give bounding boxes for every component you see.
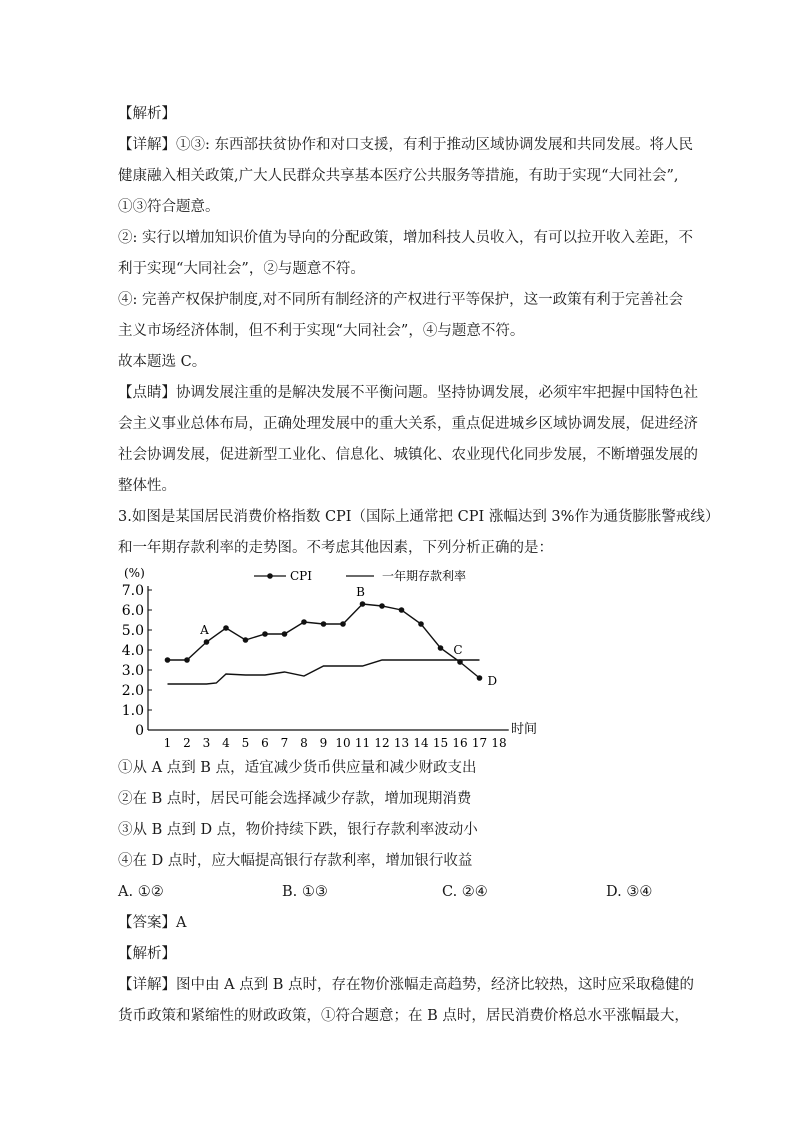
x-tick-label: 4	[222, 736, 230, 750]
statement-1: ①从 A 点到 B 点，适宜减少货币供应量和减少财政支出	[118, 760, 477, 776]
cpi-data-point	[184, 657, 190, 663]
text-line: 【点睛】协调发展注重的是解决发展不平衡问题。坚持协调发展，必须牢牢把握中国特色社	[118, 385, 698, 401]
x-tick-label: 13	[393, 736, 410, 750]
text-line: ②: 实行以增加知识价值为导向的分配政策，增加科技人员收入，有可以拉开收入差距，不	[118, 230, 693, 246]
y-tick-label: 2.0	[121, 683, 144, 699]
option-a: A. ①②	[118, 884, 164, 900]
text-line: 主义市场经济体制，但不利于实现“大同社会”，④与题意不符。	[118, 323, 525, 339]
cpi-data-point	[438, 645, 444, 651]
text-line: 【详解】①③: 东西部扶贫协作和对口支援，有利于推动区域协调发展和共同发展。将人民	[118, 137, 693, 153]
cpi-data-point	[223, 625, 229, 631]
x-tick-label: 14	[413, 736, 429, 750]
statement-3: ③从 B 点到 D 点，物价持续下跌，银行存款利率波动小	[118, 822, 478, 838]
y-tick-label: 7.0	[121, 583, 144, 599]
x-tick-label: 2	[183, 736, 191, 750]
cpi-data-point	[379, 603, 385, 609]
cpi-data-point	[360, 601, 366, 607]
cpi-data-point	[418, 621, 424, 627]
cpi-data-point	[301, 619, 307, 625]
cpi-data-point	[340, 621, 346, 627]
option-c: C. ②④	[442, 884, 488, 900]
option-b: B. ①③	[282, 884, 328, 900]
text-line: 整体性。	[118, 478, 176, 494]
point-label-a: A	[200, 623, 209, 637]
x-tick-label: 11	[354, 736, 371, 750]
x-tick-label: 10	[335, 736, 351, 750]
text-line: ①③符合题意。	[118, 199, 220, 215]
legend-cpi-marker	[267, 573, 273, 579]
cpi-data-point	[477, 675, 483, 681]
y-tick-label: 0	[135, 723, 144, 739]
text-line: 货币政策和紧缩性的财政政策，①符合题意；在 B 点时，居民消费价格总水平涨幅最大，	[118, 1008, 689, 1024]
legend-rate-label: 一年期存款利率	[382, 569, 467, 583]
rate-series-line	[168, 660, 480, 684]
y-tick-label: 4.0	[121, 643, 144, 659]
statement-4: ④在 D 点时，应大幅提高银行存款利率，增加银行收益	[118, 853, 473, 869]
cpi-data-point	[204, 639, 210, 645]
answer-line: 【答案】A	[118, 915, 187, 931]
cpi-series-line	[168, 604, 480, 678]
option-d: D. ③④	[606, 884, 653, 900]
question-stem: 3.如图是某国居民消费价格指数 CPI（国际上通常把 CPI 涨幅达到 3%作为通货膨胀警戒线）	[118, 509, 720, 525]
y-tick-label: 3.0	[121, 663, 144, 679]
x-tick-label: 5	[241, 736, 250, 750]
text-line: 健康融入相关政策,广大人民群众共享基本医疗公共服务等措施，有助于实现“大同社会”,	[118, 168, 679, 184]
x-tick-label: 8	[300, 736, 308, 750]
x-tick-label: 16	[452, 736, 468, 750]
x-tick-label: 7	[280, 736, 289, 750]
x-tick-label: 18	[491, 736, 507, 750]
question-stem: 和一年期存款利率的走势图。不考虑其他因素，下列分析正确的是：	[118, 540, 553, 556]
x-tick-label: 6	[261, 736, 269, 750]
cpi-data-point	[321, 621, 327, 627]
y-tick-label: 1.0	[121, 703, 144, 719]
x-tick-label: 1	[163, 736, 172, 750]
x-tick-label: 9	[319, 736, 328, 750]
text-line: 【详解】图中由 A 点到 B 点时，存在物价涨幅走高趋势，经济比较热，这时应采取稳健的	[118, 977, 695, 993]
text-line: 利于实现“大同社会”，②与题意不符。	[118, 261, 365, 277]
point-label-d: D	[487, 674, 498, 688]
statement-2: ②在 B 点时，居民可能会选择减少存款，增加现期消费	[118, 791, 472, 807]
y-tick-label: 5.0	[121, 623, 144, 639]
y-unit-label: (%)	[124, 566, 145, 580]
x-tick-label: 3	[202, 736, 211, 750]
point-label-b: B	[356, 585, 365, 599]
cpi-data-point	[399, 607, 405, 613]
section-heading-analysis: 【解析】	[118, 106, 176, 122]
text-line: 会主义事业总体布局，正确处理发展中的重大关系，重点促进城乡区域协调发展，促进经济	[118, 416, 698, 432]
cpi-interest-rate-chart	[112, 562, 552, 758]
cpi-data-point	[282, 631, 288, 637]
x-tick-label: 12	[374, 736, 390, 750]
text-line: 社会协调发展，促进新型工业化、信息化、城镇化、农业现代化同步发展，不断增强发展的	[118, 447, 698, 463]
point-label-c: C	[453, 643, 463, 657]
legend-cpi-label: CPI	[290, 569, 312, 583]
cpi-data-point	[262, 631, 268, 637]
y-tick-label: 6.0	[121, 603, 144, 619]
text-line: 故本题选 C。	[118, 354, 207, 370]
x-tick-label: 15	[432, 736, 449, 750]
cpi-data-point	[243, 637, 249, 643]
cpi-data-point	[165, 657, 171, 663]
x-tick-label: 17	[471, 736, 488, 750]
x-axis-label: 时间	[511, 722, 538, 737]
text-line: ④: 完善产权保护制度,对不同所有制经济的产权进行平等保护，这一政策有利于完善社会	[118, 292, 684, 308]
section-heading-analysis: 【解析】	[118, 946, 176, 962]
